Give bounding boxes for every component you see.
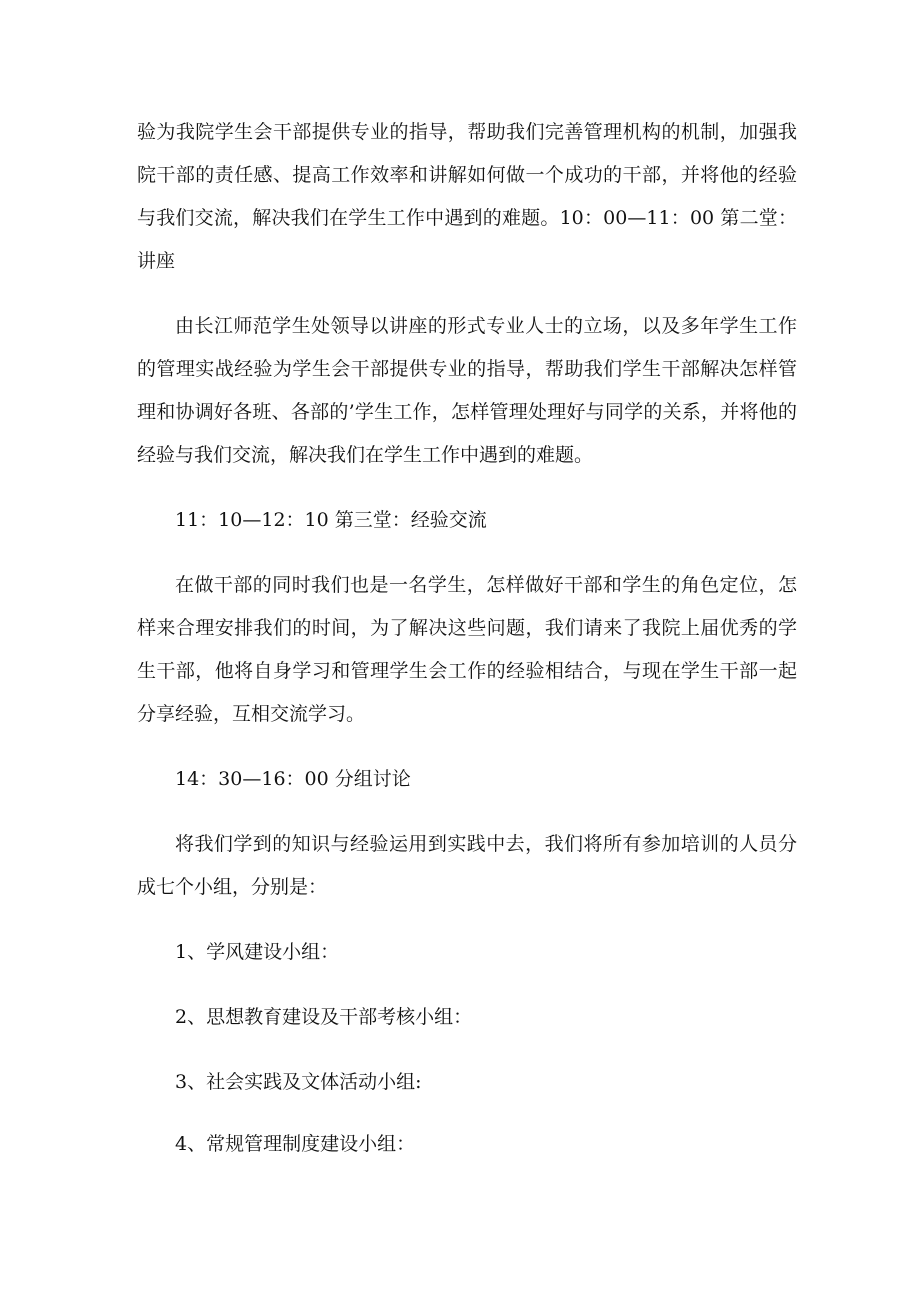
paragraph-experience-exchange: 在做干部的同时我们也是一名学生，怎样做好干部和学生的角色定位，怎样来合理安排我们的时间，为了解决这些问题，我们请来了我院上届优秀的学生干部，他将自身学习和管理学生会工作的经验相结合，与现在学生干部一起分享经验，互相交流学习。 bbox=[137, 574, 797, 725]
list-item-group-2: 2、思想教育建设及干部考核小组： bbox=[175, 1006, 473, 1028]
schedule-heading-third-session: 11：10—12：10 第三堂：经验交流 bbox=[175, 509, 487, 531]
list-item-group-4: 4、常规管理制度建设小组： bbox=[175, 1133, 416, 1155]
list-item-group-1: 1、学风建设小组： bbox=[175, 941, 340, 963]
document-body bbox=[137, 111, 797, 1166]
list-item-group-3: 3、社会实践及文体活动小组: bbox=[175, 1071, 422, 1093]
paragraph-lecture-description: 由长江师范学生处领导以讲座的形式专业人士的立场，以及多年学生工作的管理实战经验为学生会干部提供专业的指导，帮助我们学生干部解决怎样管理和协调好各班、各部的’学生工作，怎样管理处理好与同学的关系，并将他的经验与我们交流，解决我们在学生工作中遇到的难题。 bbox=[137, 315, 797, 466]
paragraph-group-division: 将我们学到的知识与经验运用到实践中去，我们将所有参加培训的人员分成七个小组，分别是： bbox=[137, 833, 797, 898]
paragraph-continuation: 验为我院学生会干部提供专业的指导，帮助我们完善管理机构的机制，加强我院干部的责任感、提高工作效率和讲解如何做一个成功的干部，并将他的经验与我们交流，解决我们在学生工作中遇到的难题。10：00—11：00 第二堂：讲座 bbox=[137, 121, 797, 272]
schedule-heading-group-discussion: 14：30—16：00 分组讨论 bbox=[175, 768, 411, 790]
